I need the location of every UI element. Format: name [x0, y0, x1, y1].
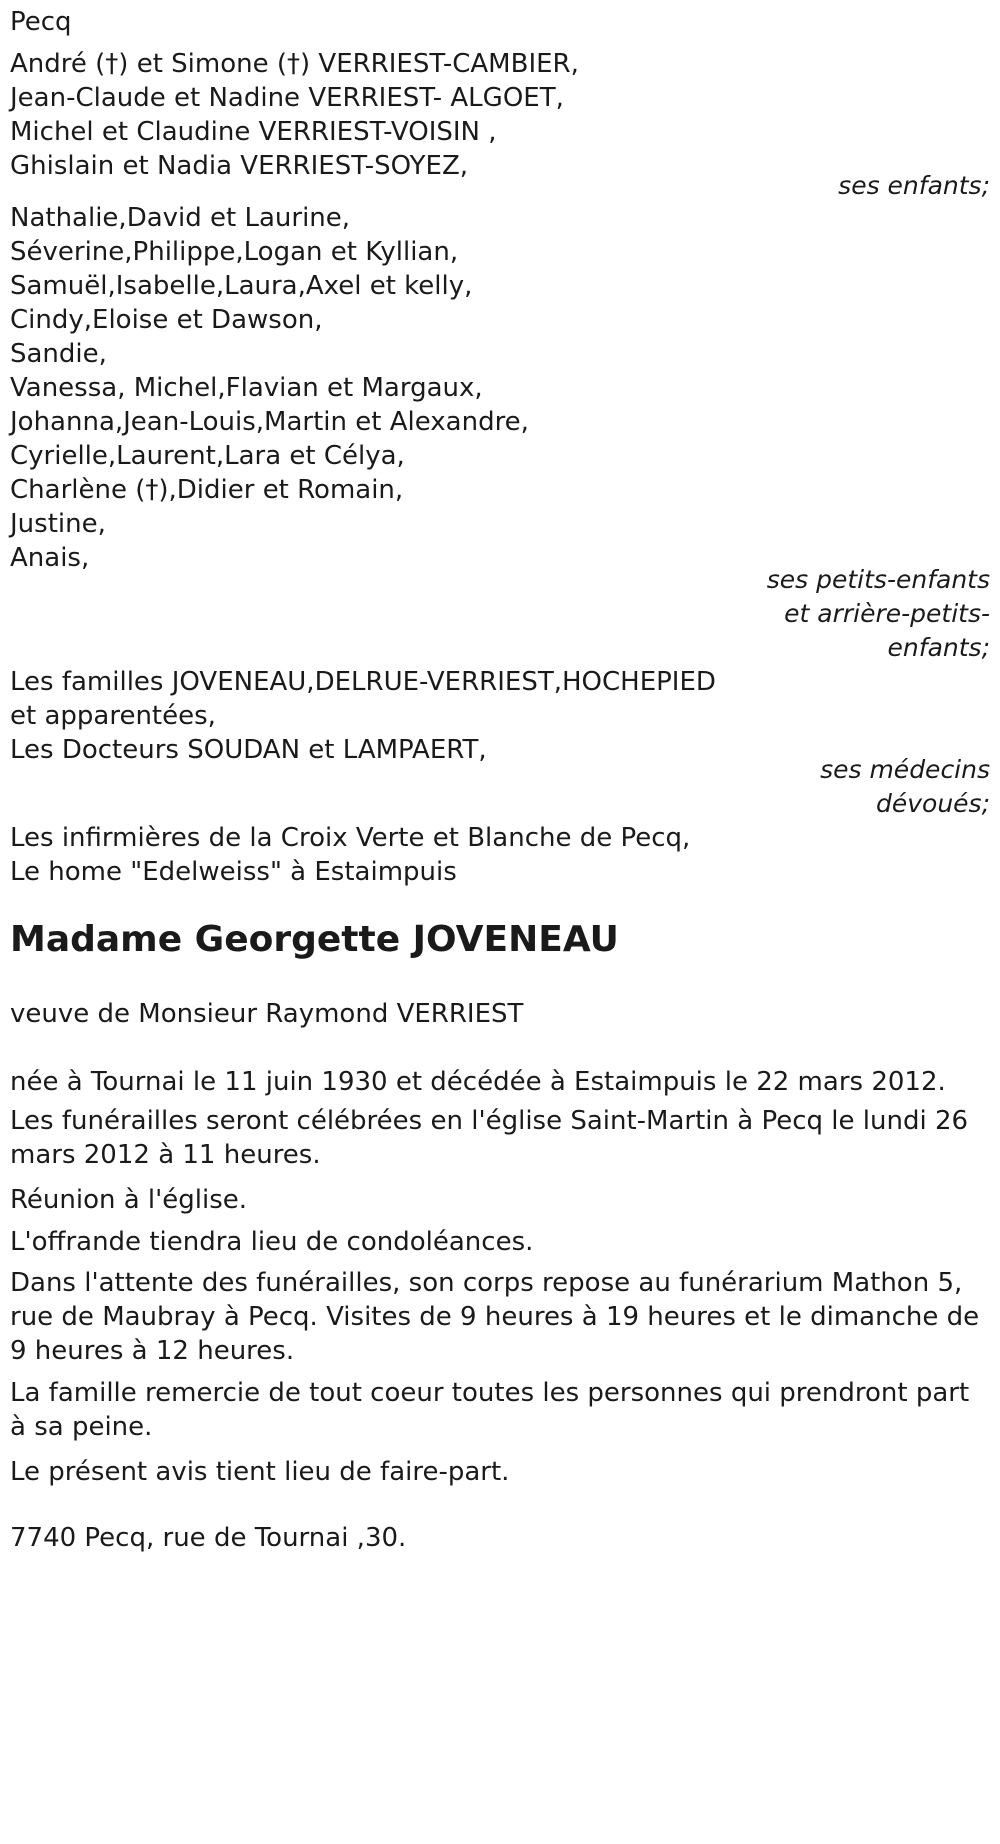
grandchild-family-line: Vanessa, Michel,Flavian et Margaux, [10, 373, 483, 403]
grandchild-family-line: Anais, [10, 543, 90, 573]
family-line: et apparentées, [10, 701, 216, 731]
care-list [10, 818, 690, 886]
family-line: Les familles JOVENEAU,DELRUE-VERRIEST,HOCHEPIED [10, 667, 716, 697]
grandchild-family-line: Samuël,Isabelle,Laura,Axel et kelly, [10, 271, 473, 301]
doctors-role-line: ses médecins [820, 755, 990, 784]
doctors-line: Les Docteurs SOUDAN et LAMPAERT, [10, 735, 487, 765]
child-family-line: Jean-Claude et Nadine VERRIEST- ALGOET, [10, 83, 564, 113]
children-role: ses enfants; [838, 171, 990, 200]
location-header: Pecq [10, 7, 72, 37]
visiting-paragraph: Dans l'attente des funérailles, son corps repose au funérarium Mathon 5, rue de Maubray à Pecq. Visites de 9 heures à 19 heures et le dimanche de 9 heures à 12 heures. [10, 1268, 980, 1366]
grandchild-family-line: Séverine,Philippe,Logan et Kyllian, [10, 237, 459, 267]
deceased-name: Madame Georgette JOVENEAU [10, 919, 619, 960]
grandchildren-role-line: et arrière-petits- [784, 599, 990, 628]
widow-of-line: veuve de Monsieur Raymond VERRIEST [10, 999, 524, 1029]
families-list [10, 662, 716, 764]
meeting-paragraph: Réunion à l'église. [10, 1185, 248, 1215]
address-line: 7740 Pecq, rue de Tournai ,30. [10, 1523, 407, 1553]
care-line: Le home "Edelweiss" à Estaimpuis [10, 857, 457, 887]
grandchild-family-line: Nathalie,David et Laurine, [10, 203, 351, 233]
grandchildren-list [10, 198, 529, 572]
grandchild-family-line: Cyrielle,Laurent,Lara et Célya, [10, 441, 405, 471]
grandchildren-role [10, 560, 990, 662]
grandchild-family-line: Sandie, [10, 339, 107, 369]
offering-paragraph: L'offrande tiendra lieu de condoléances. [10, 1227, 534, 1257]
grandchildren-role-line: ses petits-enfants [766, 565, 990, 594]
thanks-paragraph: La famille remercie de tout coeur toutes les personnes qui prendront part à sa peine. [10, 1378, 970, 1442]
birth-death-paragraph: née à Tournai le 11 juin 1930 et décédée à Estaimpuis le 22 mars 2012. [10, 1067, 946, 1097]
grandchild-family-line: Charlène (†),Didier et Romain, [10, 475, 404, 505]
doctors-role-line: dévoués; [875, 789, 990, 818]
child-family-line: Ghislain et Nadia VERRIEST-SOYEZ, [10, 151, 469, 181]
funeral-paragraph: Les funérailles seront célébrées en l'église Saint-Martin à Pecq le lundi 26 mars 2012 à 11 heures. [10, 1106, 969, 1170]
grandchild-family-line: Justine, [10, 509, 106, 539]
grandchildren-role-line: enfants; [887, 633, 990, 662]
child-family-line: André (†) et Simone (†) VERRIEST-CAMBIER, [10, 49, 579, 79]
grandchild-family-line: Cindy,Eloise et Dawson, [10, 305, 323, 335]
notice-paragraph: Le présent avis tient lieu de faire-part. [10, 1457, 510, 1487]
child-family-line: Michel et Claudine VERRIEST-VOISIN , [10, 117, 497, 147]
grandchild-family-line: Johanna,Jean-Louis,Martin et Alexandre, [10, 407, 529, 437]
children-list [10, 44, 579, 186]
care-line: Les infirmières de la Croix Verte et Blanche de Pecq, [10, 823, 691, 853]
doctors-role [10, 750, 990, 818]
